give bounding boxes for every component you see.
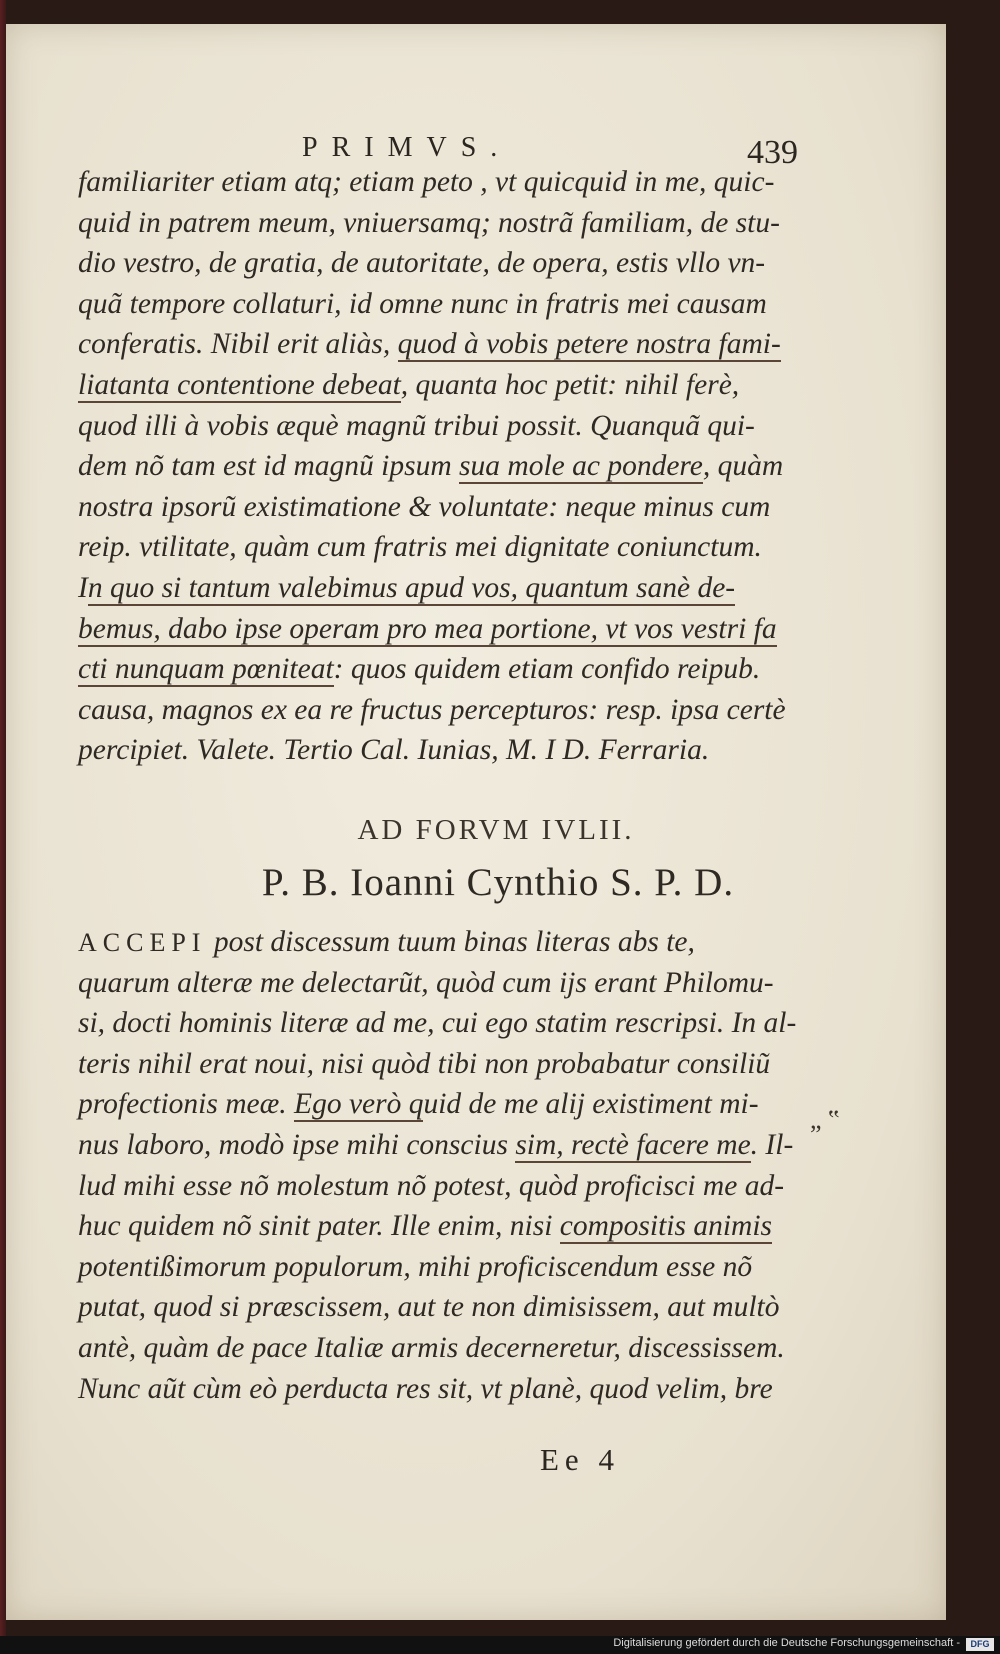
- text-line: [78, 324, 814, 365]
- text-segment: . Il-: [750, 1128, 794, 1161]
- underlined-passage: liatanta contentione debeat: [78, 368, 401, 401]
- text-line: dio vestro, de gratia, de autoritate, de opera, estis vllo vn-: [78, 247, 766, 280]
- text-line: putat, quod si præscissem, aut te non dimisissem, aut multò: [78, 1291, 780, 1324]
- text-line: [78, 922, 814, 963]
- text-segment: huc quidem nõ sinit pater. Ille enim, nisi: [78, 1210, 560, 1243]
- text-line: si, docti hominis literæ ad me, cui ego statim rescripsi. In al-: [78, 1007, 797, 1040]
- text-line: [78, 1084, 814, 1125]
- text-segment: post discessum tuum binas literas abs te,: [206, 926, 695, 958]
- text-line: quarum alteræ me delectarũt, quòd cum ijs erant Philomu-: [78, 966, 774, 999]
- book-page: [6, 24, 946, 1620]
- text-segment: conferatis. Nibil erit aliàs,: [78, 328, 398, 361]
- page-number: 439: [747, 134, 798, 171]
- text-segment: I: [78, 571, 88, 604]
- text-line: potentißimorum populorum, mihi proficiscendum esse nõ: [78, 1250, 753, 1283]
- text-line: [78, 1125, 814, 1166]
- letter-heading-place: AD FORVM IVLII.: [357, 814, 635, 846]
- letter-2-text: [78, 922, 814, 1409]
- text-segment: nus laboro, modò ipse mihi conscius: [78, 1128, 516, 1161]
- text-line: lud mihi esse nõ molestum nõ potest, quòd proficisci me ad-: [78, 1169, 785, 1202]
- text-line: reip. vtilitate, quàm cum fratris mei dignitate coniunctum.: [78, 531, 762, 564]
- underlined-passage: sua mole ac pondere: [459, 450, 703, 483]
- text-line: quid in patrem meum, vniuersamq; nostrã familiam, de stu-: [78, 206, 780, 239]
- footer-credit: Digitalisierung gefördert durch die Deutsche Forschungsgemeinschaft -: [613, 1637, 960, 1649]
- text-line: percipiet. Valete. Tertio Cal. Iunias, M. I D. Ferraria.: [78, 734, 710, 767]
- text-line: quod illi à vobis æquè magnũ tribui possit. Quanquã qui-: [78, 409, 755, 442]
- running-head-title: PRIMVS.: [302, 132, 512, 163]
- text-line: [78, 609, 814, 650]
- signature-mark: Ee 4: [540, 1442, 620, 1477]
- underlined-passage: cti nunquam pœniteat: [78, 653, 334, 686]
- text-line: [78, 365, 814, 406]
- text-line: [78, 649, 814, 690]
- text-line: causa, magnos ex ea re fructus percepturos: resp. ipsa certè: [78, 693, 786, 726]
- running-head: [6, 104, 946, 171]
- underlined-passage: quod à vobis petere nostra fami-: [397, 328, 781, 361]
- underlined-passage: compositis animis: [559, 1210, 773, 1243]
- text-segment: profectionis meæ.: [78, 1088, 295, 1121]
- text-line: [78, 1206, 814, 1247]
- text-line: [78, 568, 814, 609]
- opening-word: ACCEPI: [78, 928, 207, 957]
- dfg-logo: DFG: [966, 1638, 994, 1651]
- underlined-passage: n quo si tantum valebimus apud vos, quantum sanè de-: [87, 571, 736, 604]
- text-line: quã tempore collaturi, id omne nunc in fratris mei causam: [78, 287, 767, 320]
- marginal-quote-mark: „ ‟: [810, 1105, 840, 1134]
- text-line: nostra ipsorũ existimatione & voluntate: neque minus cum: [78, 490, 771, 523]
- text-segment: : quos quidem etiam confido reipub.: [333, 653, 761, 686]
- text-line: familiariter etiam atq; etiam peto , vt quicquid in me, quic-: [78, 166, 775, 198]
- text-line: Nunc aũt cùm eò perducta res sit, vt planè, quod velim, bre: [78, 1372, 773, 1405]
- text-line: teris nihil erat noui, nisi quòd tibi non probabatur consiliũ: [78, 1047, 771, 1080]
- underlined-passage: Ego verò q: [294, 1088, 424, 1121]
- text-line: [78, 446, 814, 487]
- letter-heading-address: P. B. Ioanni Cynthio S. P. D.: [261, 861, 735, 904]
- text-segment: uid de me alij existiment mi-: [423, 1088, 759, 1121]
- text-segment: , quàm: [702, 450, 784, 483]
- underlined-passage: sim, rectè facere me: [515, 1128, 751, 1161]
- underlined-passage: bemus, dabo ipse operam pro mea portione, vt vos vestri fa: [78, 612, 777, 645]
- text-segment: dem nõ tam est id magnũ ipsum: [78, 450, 460, 483]
- text-line: antè, quàm de pace Italiæ armis decerneretur, discessissem.: [78, 1331, 785, 1364]
- letter-1-text: [78, 162, 814, 771]
- text-segment: , quanta hoc petit: nihil ferè,: [400, 368, 740, 401]
